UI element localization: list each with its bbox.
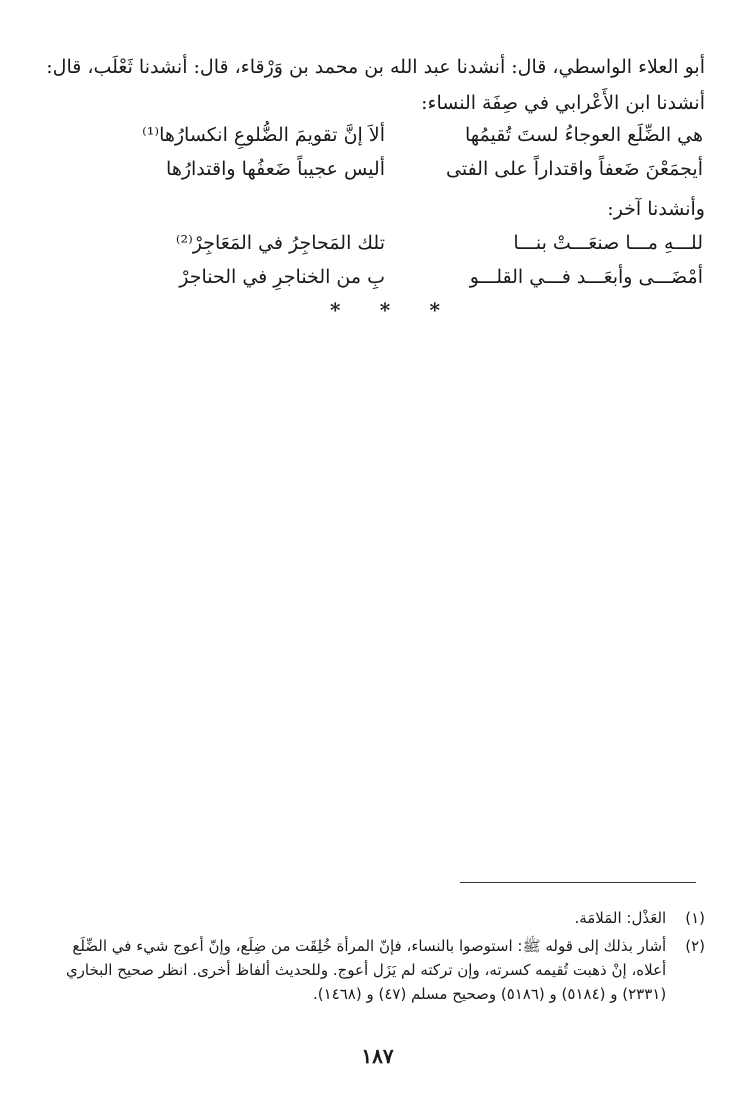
verse-3-first-hemistich: للـــهِ مـــا صنعَـــتْ بنـــا (513, 232, 703, 254)
footnote-rule (460, 882, 696, 883)
section-separator (330, 298, 440, 322)
text-line-1: أبو العلاء الواسطي، قال: أنشدنا عبد الله بن محمد بن وَرْقاء، قال: أنشدنا ثَعْلَب، قال: (46, 56, 705, 78)
footnote-text: أشار بذلك إلى قوله ﷺ: استوصوا بالنساء، فإنّ المرأة خُلِقَت من ضِلَع، وإنّ أعوج شيء في الضِّلَع أعلاه، إنْ ذهبت تُقيمه كسرته، وإن تركته لم يَزَل أعوج. وللحديث ألفاظ أخرى. انظر صحيح البخاري (٢٣٣١) و (٥١٨٤) و (٥١٨٦) وصحيح مسلم (٤٧) و (١٤٦٨). (65, 937, 667, 1003)
footnote-number: (١) (685, 909, 705, 927)
separator-star: * (379, 298, 391, 322)
footnote-2 (55, 934, 705, 1006)
verse-2-second-hemistich: أليس عجيباً ضَعفُها واقتدارُها (166, 158, 385, 180)
verse-2-first-hemistich: أيجمَعْنَ ضَعفاً واقتداراً على الفتى (446, 158, 703, 180)
footnote-text: العَذْل: المَلامَة. (574, 909, 667, 927)
verse-1-first-hemistich: هي الضِّلَع العوجاءُ لستَ تُقيمُها (464, 124, 703, 146)
separator-star: * (330, 298, 341, 322)
page-number: ١٨٧ (361, 1044, 394, 1068)
verse-4-second-hemistich: بِ من الخناجرِ في الحناجرْ (179, 266, 385, 288)
separator-star: * (429, 298, 440, 322)
verse-4-first-hemistich: أمْضَـــى وأبعَـــد فـــي القلـــو (469, 266, 703, 288)
text-line-2: أنشدنا ابن الأَعْرابي في صِفَة النساء: (421, 92, 705, 114)
verse-1-second-hemistich: ألاَ إنَّ تقويمَ الضُّلوعِ انكسارُها⁽¹⁾ (142, 124, 385, 146)
footnote-1 (55, 906, 705, 930)
text-line-3: وأنشدنا آخر: (607, 198, 705, 220)
verse-3-second-hemistich: تلك المَحاجِرُ في المَعَاجِرْ⁽²⁾ (175, 232, 385, 254)
footnote-number: (٢) (685, 937, 705, 955)
